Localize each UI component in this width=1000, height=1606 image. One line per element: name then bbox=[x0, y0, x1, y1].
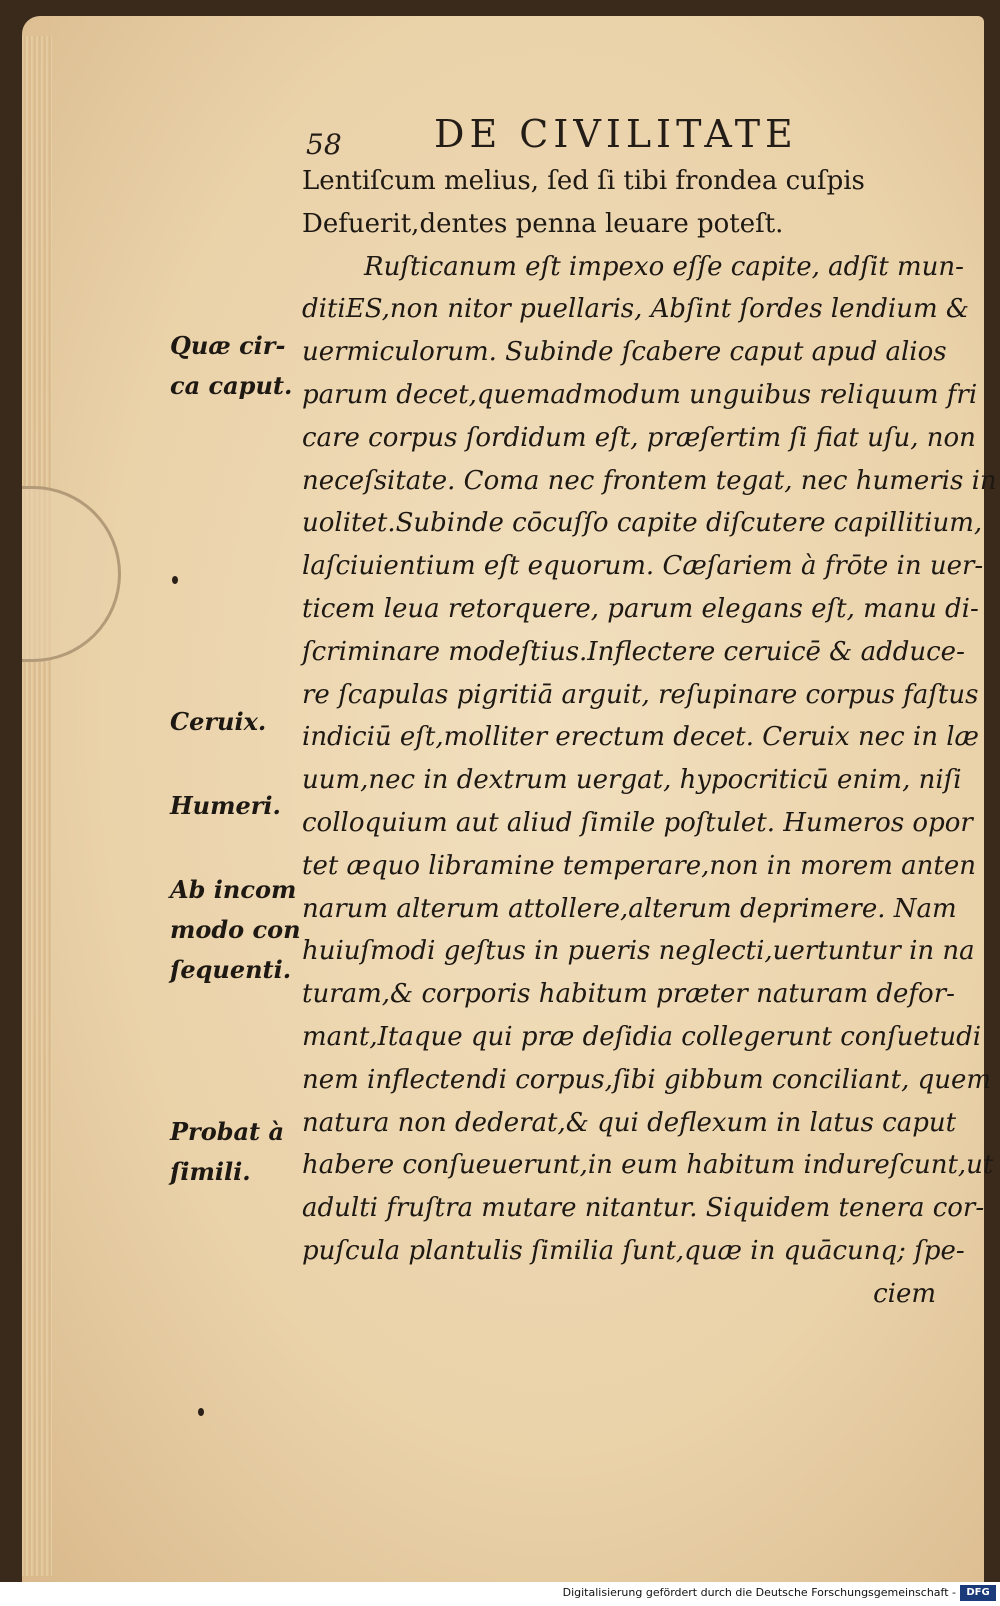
text-line: Lentiſcum melius, ſed ſi tibi frondea cuſpis bbox=[302, 166, 865, 196]
ink-speck bbox=[198, 1408, 204, 1416]
margin-note-line: ſimili. bbox=[170, 1157, 251, 1186]
text-line: care corpus ſordidum eſt, præſertim ſi fiat uſu, non bbox=[302, 422, 976, 453]
page-edges bbox=[22, 36, 52, 1576]
margin-note-line: Ceruix. bbox=[170, 707, 267, 736]
text-line: ticem leua retorquere, parum elegans eſt, manu di- bbox=[302, 593, 979, 624]
margin-note-line: Quæ cir- bbox=[170, 331, 286, 360]
text-line: mant,Itaque qui præ deſidia collegerunt conſuetudi bbox=[302, 1021, 982, 1052]
margin-note bbox=[170, 326, 292, 406]
text-line: nem inflectendi corpus,ſibi gibbum conciliant, quem bbox=[302, 1064, 992, 1095]
text-line: adulti fruſtra mutare nitantur. Siquidem tenera cor- bbox=[302, 1193, 985, 1224]
margin-note bbox=[170, 702, 266, 742]
text-line: narum alterum attollere,alterum deprimere. Nam bbox=[302, 893, 957, 924]
footer-credit: Digitalisierung gefördert durch die Deutsche Forschungsgemeinschaft - bbox=[562, 1586, 956, 1599]
footer-bar bbox=[0, 1582, 1000, 1606]
page-header bbox=[306, 112, 956, 162]
margin-note-line: ſequenti. bbox=[170, 955, 292, 984]
catchword: ciem bbox=[873, 1278, 936, 1309]
margin-note-line: ca caput. bbox=[170, 371, 293, 400]
margin-note-line: modo con bbox=[170, 915, 301, 944]
text-line: Ruſticanum eſt impexo eſſe capite, adſit mun- bbox=[364, 251, 964, 282]
text-line: indiciū eſt,molliter erectum decet. Ceruix nec in læ bbox=[302, 722, 979, 753]
text-line: ſcriminare modeſtius.Inflectere ceruicē & adduce- bbox=[302, 636, 965, 667]
text-line: uum,nec in dextrum uergat, hypocriticū enim, niſi bbox=[302, 765, 962, 796]
text-line: colloquium aut aliud ſimile poſtulet. Humeros opor bbox=[302, 807, 973, 838]
body-text bbox=[302, 160, 997, 1316]
ink-speck bbox=[172, 576, 178, 584]
margin-note-line: Humeri. bbox=[170, 791, 281, 820]
text-line: Defuerit,dentes penna leuare poteſt. bbox=[302, 208, 784, 239]
text-line: habere conſueuerunt,in eum habitum indureſcunt,ut bbox=[302, 1150, 994, 1181]
text-line: huiuſmodi geſtus in pueris neglecti,uertuntur in na bbox=[302, 936, 975, 967]
text-line: neceſsitate. Coma nec frontem tegat, nec humeris in bbox=[302, 465, 997, 496]
text-line: re ſcapulas pigritiā arguit, reſupinare corpus faſtus bbox=[302, 679, 979, 710]
text-line: uermiculorum. Subinde ſcabere caput apud alios bbox=[302, 337, 947, 368]
text-line: natura non dederat,& qui deflexum in latus caput bbox=[302, 1107, 957, 1138]
text-line: puſcula plantulis ſimilia ſunt,quæ in quācunq; ſpe- bbox=[302, 1235, 965, 1266]
dfg-logo-icon: DFG bbox=[960, 1585, 996, 1601]
text-line: tet æquo libramine temperare,non in morem anten bbox=[302, 850, 976, 881]
text-line: ditiES,non nitor puellaris, Abſint ſordes lendium & bbox=[302, 294, 970, 325]
margin-note-line: Ab incom bbox=[170, 875, 297, 904]
margin-note bbox=[170, 1112, 284, 1192]
text-line: parum decet,quemadmodum unguibus reliquum fri bbox=[302, 379, 978, 410]
margin-note bbox=[170, 786, 281, 826]
page-number: 58 bbox=[306, 128, 342, 161]
text-line: uolitet.Subinde cōcuſſo capite diſcutere capillitium, bbox=[302, 508, 983, 539]
margin-note-line: Probat à bbox=[170, 1117, 285, 1146]
margin-note bbox=[170, 870, 301, 990]
running-title: DE CIVILITATE bbox=[434, 112, 798, 156]
page-clip bbox=[22, 486, 121, 662]
text-line: turam,& corporis habitum præter naturam defor- bbox=[302, 979, 955, 1010]
text-line: laſciuientium eſt equorum. Cæſariem à frōte in uer- bbox=[302, 551, 984, 582]
